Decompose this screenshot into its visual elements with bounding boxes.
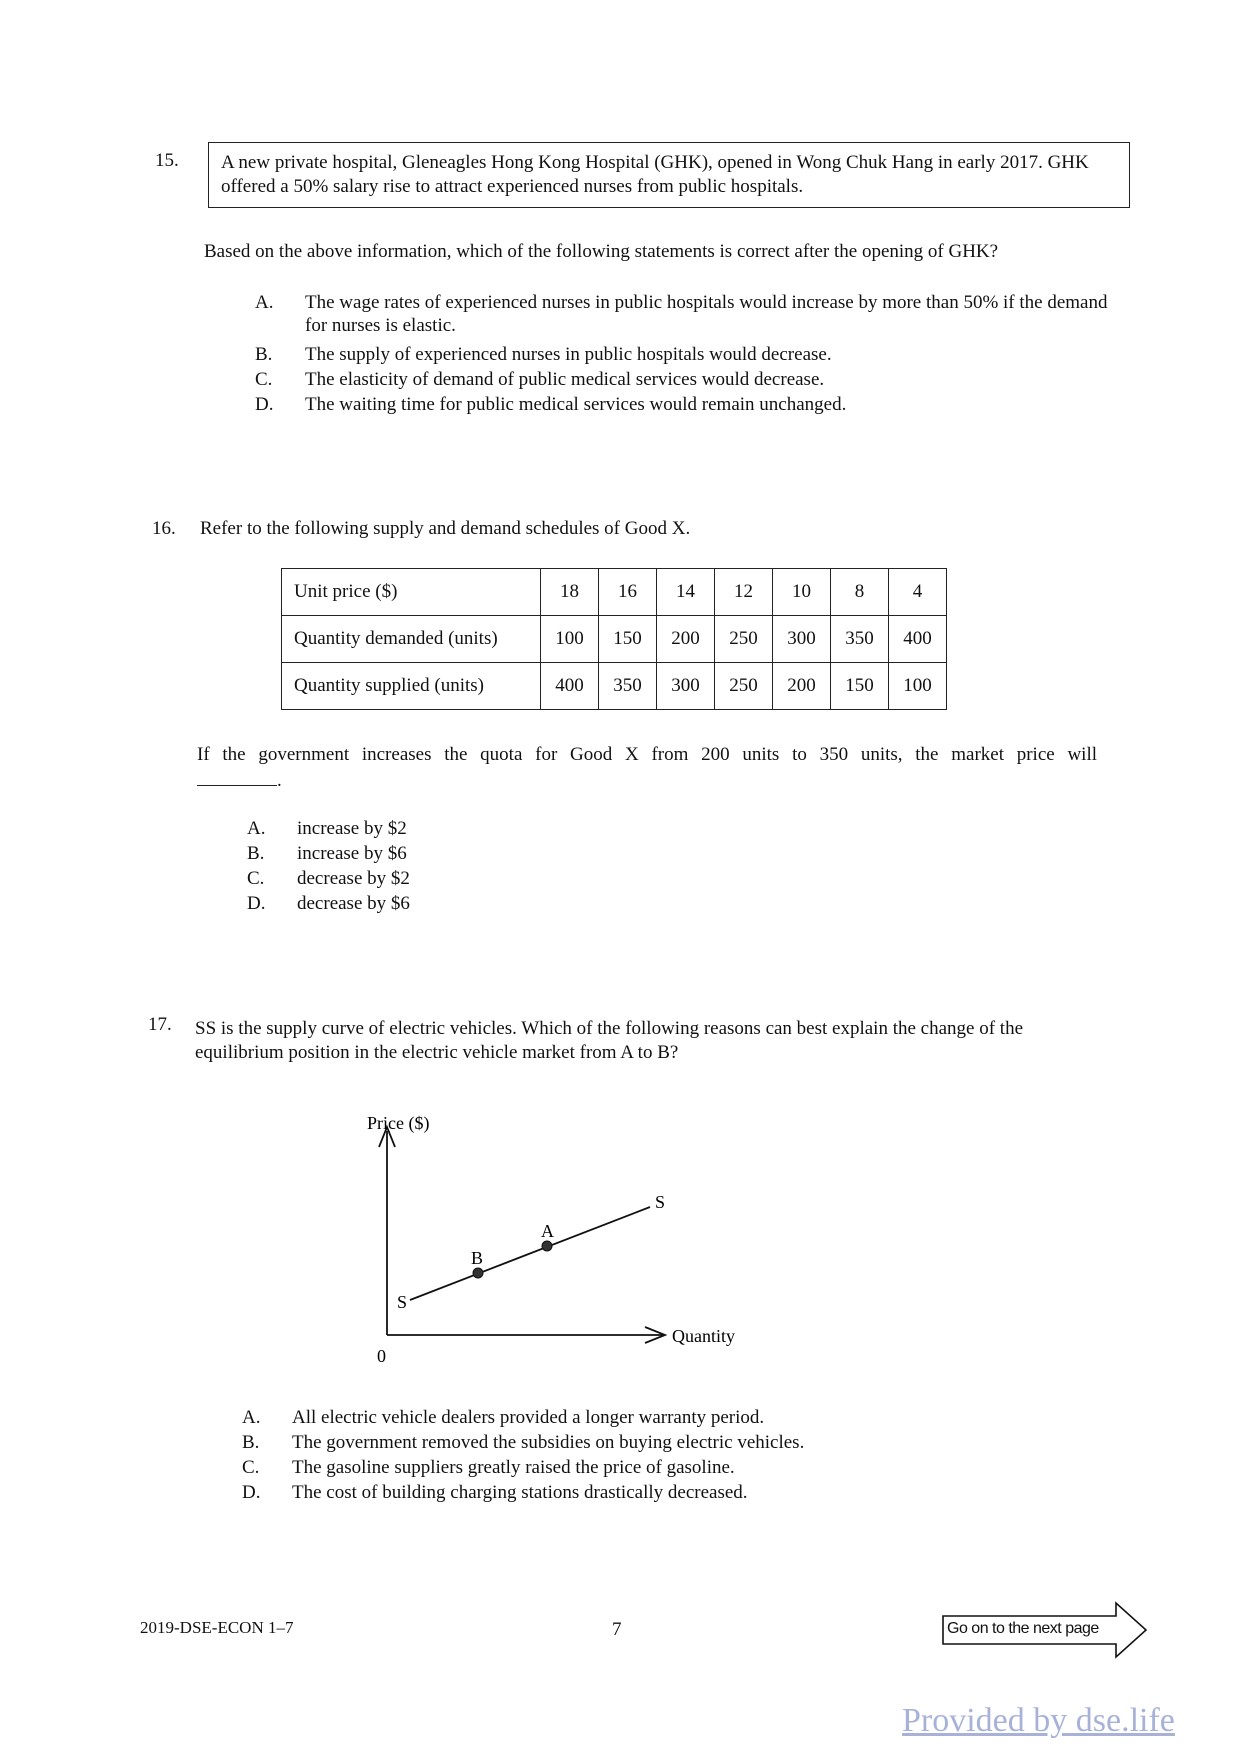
table-cell: 400: [889, 616, 947, 663]
table-cell: 18: [541, 569, 599, 616]
table-cell: 16: [599, 569, 657, 616]
table-cell: 400: [541, 663, 599, 710]
table-cell: 200: [773, 663, 831, 710]
table-cell: 350: [599, 663, 657, 710]
q16-intro: Refer to the following supply and demand schedules of Good X.: [200, 518, 691, 539]
option-text: increase by $2: [297, 818, 407, 839]
q15-option-c[interactable]: [255, 369, 1115, 392]
option-letter: D.: [247, 893, 266, 914]
option-text: All electric vehicle dealers provided a longer warranty period.: [292, 1407, 765, 1428]
option-text: The elasticity of demand of public medical services would decrease.: [305, 369, 825, 390]
table-cell: 14: [657, 569, 715, 616]
q17-option-c[interactable]: [242, 1457, 1102, 1480]
table-cell: 300: [773, 616, 831, 663]
q15-number: 15.: [155, 150, 179, 171]
option-letter: B.: [255, 344, 273, 365]
table-cell: 100: [541, 616, 599, 663]
supply-curve-graph: [355, 1113, 775, 1366]
table-cell: 350: [831, 616, 889, 663]
option-text: The government removed the subsidies on buying electric vehicles.: [292, 1432, 805, 1453]
schedule-table: [281, 568, 947, 710]
option-text: The cost of building charging stations drastically decreased.: [292, 1482, 748, 1503]
row-header: Quantity demanded (units): [282, 616, 541, 663]
option-letter: B.: [242, 1432, 260, 1453]
table-cell: 4: [889, 569, 947, 616]
table-row: [282, 663, 947, 710]
option-text: The waiting time for public medical services would remain unchanged.: [305, 394, 847, 415]
q15-question: Based on the above information, which of the following statements is correct after the opening of GHK?: [204, 241, 999, 262]
supply-curve: [410, 1207, 650, 1300]
option-text: decrease by $6: [297, 893, 410, 914]
table-cell: 300: [657, 663, 715, 710]
q17-option-d[interactable]: [242, 1482, 1102, 1505]
q16-number: 16.: [152, 518, 176, 539]
point-b: [473, 1268, 483, 1278]
y-axis-label: Price ($): [367, 1113, 430, 1133]
table-cell: 8: [831, 569, 889, 616]
option-letter: C.: [255, 369, 273, 390]
point-a: [542, 1241, 552, 1251]
q15-option-b[interactable]: [255, 344, 1115, 367]
table-row: [282, 616, 947, 663]
option-letter: A.: [255, 292, 274, 313]
next-page-button[interactable]: [940, 1600, 1150, 1660]
table-cell: 200: [657, 616, 715, 663]
option-text: The supply of experienced nurses in public hospitals would decrease.: [305, 344, 832, 365]
option-letter: C.: [242, 1457, 260, 1478]
q16-question: If the government increases the quota for Good X from 200 units to 350 units, the market price will: [197, 744, 1097, 765]
option-letter: D.: [242, 1482, 261, 1503]
option-letter: A.: [247, 818, 266, 839]
q17-number: 17.: [148, 1014, 172, 1035]
table-cell: 150: [831, 663, 889, 710]
q15-option-a[interactable]: [255, 292, 1115, 338]
q15-option-d[interactable]: [255, 394, 1115, 417]
x-axis-label: Quantity: [672, 1326, 735, 1346]
option-letter: A.: [242, 1407, 261, 1428]
point-b-label: B: [471, 1248, 484, 1268]
q16-option-b[interactable]: [247, 843, 647, 866]
option-text: The gasoline suppliers greatly raised the price of gasoline.: [292, 1457, 735, 1478]
origin-label: 0: [377, 1346, 386, 1366]
blank-period: .: [277, 770, 282, 791]
row-header: Quantity supplied (units): [282, 663, 541, 710]
point-a-label: A: [541, 1221, 554, 1241]
q16-option-d[interactable]: [247, 893, 647, 916]
table-cell: 250: [715, 616, 773, 663]
answer-blank: [197, 770, 282, 792]
option-text: increase by $6: [297, 843, 407, 864]
q16-option-c[interactable]: [247, 868, 647, 891]
table-row: [282, 569, 947, 616]
q16-option-a[interactable]: [247, 818, 647, 841]
option-text: The wage rates of experienced nurses in public hospitals would increase by more than 50% if the demand for nurses is elastic.: [305, 292, 1108, 336]
table-cell: 150: [599, 616, 657, 663]
paper-code: 2019-DSE-ECON 1–7: [140, 1618, 294, 1637]
page-number: 7: [612, 1619, 622, 1640]
q17-option-a[interactable]: [242, 1407, 1102, 1430]
option-letter: D.: [255, 394, 274, 415]
table-cell: 10: [773, 569, 831, 616]
q15-info-box: A new private hospital, Gleneagles Hong Kong Hospital (GHK), opened in Wong Chuk Hang in early 2017. GHK offered a 50% salary rise to attract experienced nurses from public hospitals.: [208, 142, 1130, 208]
option-text: decrease by $2: [297, 868, 410, 889]
row-header: Unit price ($): [282, 569, 541, 616]
next-page-label: Go on to the next page: [947, 1620, 1099, 1637]
q17-option-b[interactable]: [242, 1432, 1102, 1455]
curve-label-s-upper: S: [655, 1192, 666, 1212]
table-cell: 12: [715, 569, 773, 616]
table-cell: 100: [889, 663, 947, 710]
curve-label-s-lower: S: [397, 1292, 408, 1312]
table-cell: 250: [715, 663, 773, 710]
q17-question: SS is the supply curve of electric vehicles. Which of the following reasons can best explain the change of the equilibrium position in the electric vehicle market from A to B?: [195, 1018, 1024, 1063]
option-letter: C.: [247, 868, 265, 889]
option-letter: B.: [247, 843, 265, 864]
watermark-link[interactable]: Provided by dse.life: [902, 1702, 1175, 1739]
